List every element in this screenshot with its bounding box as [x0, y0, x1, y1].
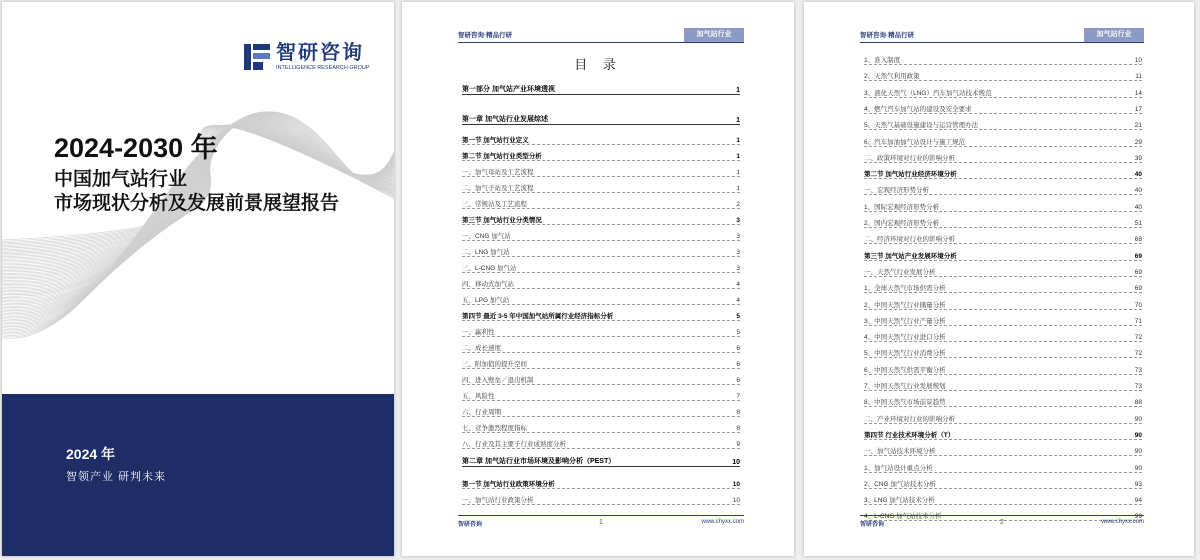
- toc-entry[interactable]: [462, 164, 740, 177]
- toc-entry-title: 第一章 加气站行业发展综述: [462, 116, 548, 123]
- toc-entry-page: 73: [1134, 383, 1142, 390]
- toc-entry[interactable]: [462, 356, 740, 369]
- toc-entry-page: 69: [1134, 268, 1142, 276]
- toc-entry-page: 69: [1134, 285, 1142, 293]
- toc-entry-title: 四、移动式加气站: [462, 281, 514, 288]
- toc-entry-title: 2、国内宏观经济形势分析: [864, 220, 940, 227]
- toc-entry[interactable]: [462, 292, 740, 305]
- toc-entry[interactable]: [864, 476, 1142, 489]
- page-number: 2: [1000, 519, 1004, 526]
- toc-entry-page: 1: [736, 117, 740, 124]
- toc-entry-title: 5、中国天然气行业消费分析: [864, 350, 946, 358]
- toc-entry[interactable]: [864, 182, 1142, 195]
- toc-entry-title: 二、经济环境对行业的影响分析: [864, 236, 955, 244]
- toc-entry-title: 第三节 加气站行业分类情况: [462, 217, 542, 224]
- toc-entry-page: 10: [1134, 57, 1142, 64]
- toc-entry-title: 三、常规站及工艺流程: [462, 201, 527, 208]
- toc-entry-title: 2、天然气利用政策: [864, 73, 920, 81]
- toc-entry-title: 八、行业及其主要子行业成熟度分析: [462, 441, 566, 448]
- toc-entry-title: 五、风险性: [462, 393, 495, 400]
- toc-entry[interactable]: [462, 404, 740, 417]
- toc-entry-page: 3: [736, 249, 740, 256]
- toc-entry-page: 40: [1134, 171, 1142, 179]
- toc-title: 目 录: [574, 57, 622, 72]
- toc-entry-page: 69: [1134, 252, 1142, 260]
- toc-entry-title: 第四节 行业技术环境分析（T）: [864, 431, 955, 439]
- toc-entry-page: 72: [1134, 334, 1142, 342]
- footer-url: www.chyxx.com: [1101, 519, 1144, 525]
- toc-entry-title: 2、CNG 加气站技术分析: [864, 480, 936, 488]
- toc-entry-page: 5: [736, 313, 740, 320]
- toc-entry[interactable]: [864, 280, 1142, 293]
- header-industry-tab: 加气站行业: [684, 28, 744, 42]
- toc-entry[interactable]: [864, 101, 1142, 114]
- toc-entry-title: 二、政策环境对行业的影响分析: [864, 154, 955, 162]
- toc-entry-page: 71: [1134, 317, 1142, 325]
- header-logo: 智研咨询·精品行研: [860, 32, 915, 39]
- toc-entry-page: 4: [736, 281, 740, 288]
- toc-entry-page: 40: [1134, 203, 1142, 211]
- toc-entry-title: 8、中国天然气市场前景趋势: [864, 399, 946, 407]
- company-logo: [242, 42, 370, 72]
- toc-entry[interactable]: [864, 248, 1142, 261]
- header-logo: 智研咨询·精品行研: [458, 32, 513, 39]
- toc-entry-page: 10: [732, 459, 740, 466]
- toc-entry-title: 二、加气子站及工艺流程: [462, 185, 534, 192]
- toc-entry-title: 七、竞争激烈程度指标: [462, 425, 527, 432]
- toc-entry[interactable]: [462, 454, 740, 467]
- toc-entry-title: 第三节 加气站产业发展环境分析: [864, 252, 957, 260]
- toc-entry-page: 10: [732, 497, 740, 504]
- toc-entry-title: 一、CNG 加气站: [462, 233, 511, 240]
- toc-entry-title: 第二节 加气站行业类型分析: [462, 153, 542, 160]
- toc-entry-title: 六、行业周期: [462, 409, 501, 416]
- toc-entry-title: 一、加气站行业政策分析: [462, 497, 534, 504]
- toc-entry[interactable]: [864, 443, 1142, 456]
- toc-entry-page: 1: [736, 137, 740, 144]
- page-footer: [860, 515, 1144, 528]
- toc-entry[interactable]: [462, 340, 740, 353]
- toc-entry-page: 70: [1134, 301, 1142, 309]
- toc-entry-page: 39: [1134, 154, 1142, 162]
- toc-entry[interactable]: [864, 313, 1142, 326]
- toc-entry-title: 第二章 加气站行业市场环境及影响分析（PEST）: [462, 458, 616, 465]
- toc-entry[interactable]: [864, 427, 1142, 440]
- toc-entry-page: 3: [736, 265, 740, 272]
- toc-entry-title: 一、赢利性: [462, 329, 495, 336]
- toc-entry-page: 1: [736, 185, 740, 192]
- toc-entry[interactable]: [462, 260, 740, 273]
- toc-entry-page: 1: [736, 153, 740, 160]
- toc-entry-page: 99: [1134, 513, 1142, 521]
- toc-entry[interactable]: [864, 394, 1142, 407]
- cover-title-line2: 市场现状分析及发展前景展望报告: [54, 193, 340, 214]
- page-header: [458, 28, 744, 43]
- toc-entry-title: 1、加气站设计重点分析: [864, 464, 933, 472]
- toc-entry[interactable]: [864, 68, 1142, 81]
- toc-entry-title: 一、宏观经济形势分析: [864, 187, 929, 195]
- toc-entry-page: 8: [736, 409, 740, 416]
- toc-page-2: [804, 2, 1194, 556]
- cover-slogan: 智领产业 研判未来: [66, 471, 167, 483]
- toc-entry[interactable]: [864, 329, 1142, 342]
- toc-entry-title: 第一节 加气站行业政策环境分析: [462, 481, 555, 488]
- toc-entry[interactable]: [864, 150, 1142, 163]
- toc-entry-page: 88: [1134, 399, 1142, 407]
- toc-entry-page: 11: [1135, 73, 1142, 81]
- toc-entry-title: 6、中国天然气供需平衡分析: [864, 366, 946, 374]
- toc-entry-title: 二、成长速度: [462, 345, 501, 352]
- toc-entry-page: 68: [1134, 236, 1142, 244]
- toc-entry-title: 3、中国天然气行业产量分析: [864, 317, 946, 325]
- toc-entry[interactable]: [864, 264, 1142, 277]
- toc-entry[interactable]: [462, 148, 740, 161]
- toc-entry-title: 三、L-CNG 加气站: [462, 265, 517, 272]
- page-number: 1: [599, 519, 603, 526]
- toc-entry[interactable]: [462, 388, 740, 401]
- toc-entry-page: 7: [736, 393, 740, 400]
- toc-entry-title: 一、加气站技术环境分析: [864, 448, 936, 456]
- cover-page: [2, 2, 394, 556]
- toc-entry-title: 三、附加值的提升空间: [462, 361, 527, 368]
- toc-entry-page: 1: [736, 169, 740, 176]
- toc-entry-page: 90: [1134, 431, 1142, 439]
- toc-entry-title: 6、汽车加油加气站设计与施工规范: [864, 138, 966, 146]
- toc-entry[interactable]: [462, 276, 740, 289]
- toc-entry-title: 5、天然气基础设施建设与运营管理办法: [864, 122, 979, 130]
- toc-entry[interactable]: [462, 372, 740, 385]
- toc-entry-page: 73: [1134, 366, 1142, 374]
- toc-entry-page: 90: [1134, 464, 1142, 472]
- toc-entry-title: 二、LNG 加气站: [462, 249, 510, 256]
- cover-footer-band: [2, 394, 394, 556]
- toc-entry-page: 6: [736, 377, 740, 384]
- toc-entry-page: 93: [1134, 480, 1142, 488]
- toc-entry[interactable]: [462, 476, 740, 489]
- toc-entry[interactable]: [462, 436, 740, 449]
- toc-entry[interactable]: [864, 52, 1142, 65]
- cover-title-line1: 中国加气站行业: [54, 169, 188, 190]
- toc-entry-page: 6: [736, 345, 740, 352]
- toc-entry-page: 72: [1134, 350, 1142, 358]
- logo-mark-icon: [242, 42, 272, 72]
- toc-entry-page: 6: [736, 361, 740, 368]
- toc-entry[interactable]: [462, 244, 740, 257]
- toc-entry-title: 3、液化天然气（LNG）汽车加气站技术规范: [864, 89, 992, 97]
- toc-entry-page: 29: [1134, 138, 1142, 146]
- toc-entry-page: 90: [1134, 415, 1142, 423]
- toc-entry-page: 40: [1134, 187, 1142, 195]
- toc-entry[interactable]: [864, 117, 1142, 130]
- header-industry-tab: 加气站行业: [1084, 28, 1144, 42]
- toc-entry[interactable]: [864, 378, 1142, 391]
- toc-entry-title: 7、中国天然气行业发展规划: [864, 383, 946, 390]
- toc-entry-title: 第四节 最近 3-5 年中国加气站所属行业经济指标分析: [462, 313, 614, 320]
- toc-entry-page: 21: [1134, 122, 1142, 130]
- footer-url: www.chyxx.com: [701, 519, 744, 525]
- toc-entry-title: 一、加气母站及工艺流程: [462, 169, 534, 176]
- toc-entry-title: 四、进入壁垒／退出机制: [462, 377, 534, 384]
- toc-entry-page: 3: [736, 233, 740, 240]
- toc-entry-page: 1: [736, 87, 740, 94]
- toc-entry-title: 1、国际宏观经济形势分析: [864, 203, 940, 211]
- toc-entry-page: 90: [1134, 448, 1142, 456]
- toc-entry[interactable]: [864, 492, 1142, 505]
- page-header: [860, 28, 1144, 43]
- toc-entry[interactable]: [462, 420, 740, 433]
- toc-entry[interactable]: [462, 308, 740, 321]
- toc-entry-title: 第一部分 加气站产业环境透视: [462, 86, 555, 93]
- toc-entry[interactable]: [864, 166, 1142, 179]
- toc-entry-title: 第一节 加气站行业定义: [462, 137, 529, 144]
- toc-entry[interactable]: [462, 196, 740, 209]
- cover-year: 2024 年: [66, 446, 116, 462]
- toc-entry-title: 第二节 加气站行业经济环境分析: [864, 171, 957, 179]
- toc-entry[interactable]: [462, 324, 740, 337]
- toc-entry-title: 五、LPG 加气站: [462, 297, 510, 304]
- toc-entry[interactable]: [864, 297, 1142, 310]
- page-footer: [458, 515, 744, 528]
- toc-entry-page: 2: [736, 201, 740, 208]
- toc-entry[interactable]: [462, 112, 740, 125]
- toc-entry[interactable]: [462, 492, 740, 505]
- toc-entry[interactable]: [462, 180, 740, 193]
- footer-logo: 智研咨询: [860, 522, 885, 528]
- toc-entry-title: 1、准入制度: [864, 57, 901, 64]
- logo-subtitle: INTELLIGENCE RESEARCH GROUP: [276, 65, 370, 71]
- toc-entry[interactable]: [462, 228, 740, 241]
- toc-entry-page: 10: [732, 481, 740, 488]
- toc-entry-page: 14: [1134, 89, 1142, 97]
- toc-entry[interactable]: [462, 132, 740, 145]
- toc-entry-page: 17: [1134, 105, 1142, 113]
- toc-entry[interactable]: [864, 411, 1142, 424]
- toc-entry-title: 二、产业环境对行业的影响分析: [864, 415, 955, 423]
- toc-entry-page: 94: [1134, 497, 1142, 505]
- toc-entry[interactable]: [864, 345, 1142, 358]
- toc-entry[interactable]: [864, 362, 1142, 375]
- toc-entry-title: 一、天然气行业发展分析: [864, 268, 936, 276]
- toc-entry-page: 9: [736, 441, 740, 448]
- toc-entry[interactable]: [864, 134, 1142, 147]
- toc-entry-title: 1、全球天然气市场供需分析: [864, 285, 946, 293]
- toc-entry-page: 3: [736, 217, 740, 224]
- toc-entry[interactable]: [864, 199, 1142, 212]
- toc-page-1: [402, 2, 794, 556]
- toc-entry-title: 4、燃气汽车加气站的建设及安全要求: [864, 105, 972, 113]
- logo-name: 智研咨询: [276, 42, 364, 64]
- toc-entry[interactable]: [864, 231, 1142, 244]
- toc-entry-title: 4、中国天然气行业进口分析: [864, 334, 946, 342]
- toc-entry-page: 4: [736, 297, 740, 304]
- toc-entry[interactable]: [462, 212, 740, 225]
- toc-entry[interactable]: [864, 85, 1142, 98]
- cover-year-range: 2024-2030 年: [54, 133, 218, 163]
- toc-entry[interactable]: [864, 460, 1142, 473]
- toc-entry[interactable]: [462, 82, 740, 95]
- toc-entry-title: 2、中国天然气行业储量分析: [864, 301, 946, 309]
- toc-entry-page: 51: [1134, 220, 1142, 227]
- toc-entry-page: 8: [736, 425, 740, 432]
- toc-entry-title: 3、LNG 加气站技术分析: [864, 497, 935, 505]
- footer-logo: 智研咨询: [458, 522, 483, 528]
- toc-entry-page: 5: [736, 329, 740, 336]
- toc-entry[interactable]: [864, 215, 1142, 228]
- toc-entry-title: 4、L-CNG 加气站技术分析: [864, 513, 942, 521]
